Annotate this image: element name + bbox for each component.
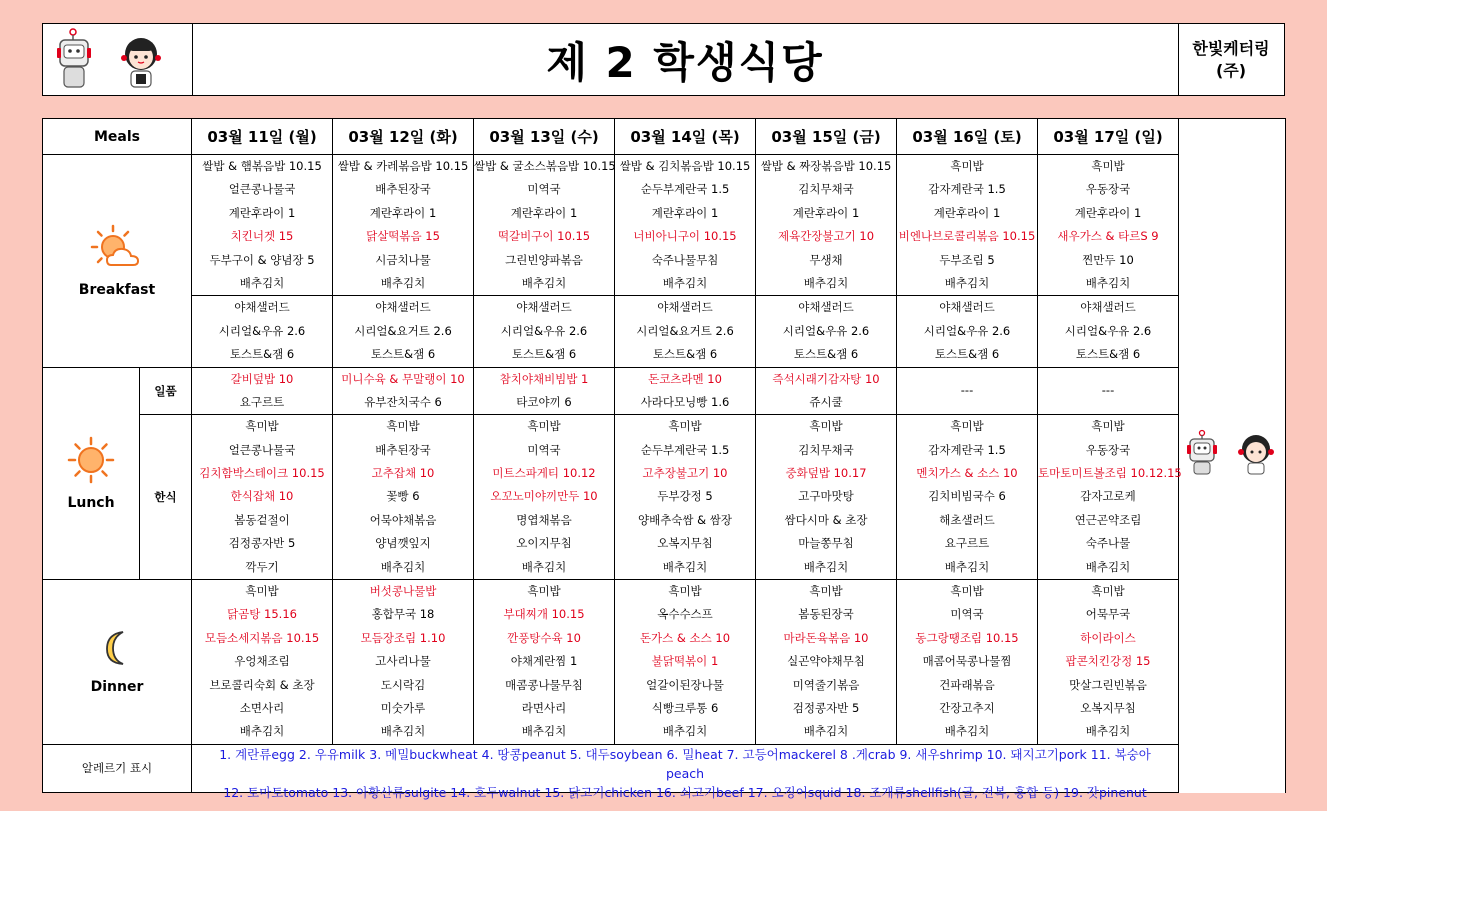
dish-item: 야채샐러드 — [234, 300, 290, 315]
dish-item: 숙주나물 — [1085, 536, 1131, 551]
dish-item: 오이지무침 — [516, 536, 572, 551]
moon-icon — [97, 628, 137, 671]
allergy-label: 알레르기 표시 — [43, 744, 192, 792]
dish-item: 두부구이 & 양념장 5 — [209, 252, 315, 267]
dish-item: 야채샐러드 — [375, 300, 431, 315]
ilpum-label: 일품 — [140, 367, 192, 415]
dish-item: 쌀밥 & 김치볶음밥 10.15 — [619, 159, 751, 173]
dish-item: 감자계란국 1.5 — [928, 442, 1006, 457]
dish-item: 미역국 — [527, 442, 561, 457]
dinner-cell — [756, 580, 897, 745]
dish-item: 배추김치 — [380, 724, 426, 739]
breakfast-menu-cell — [474, 155, 615, 296]
dish-item: 우동장국 — [1085, 182, 1131, 197]
dish-item: 돈코츠라멘 10 — [648, 371, 722, 386]
dish-item: 연근곤약조림 — [1074, 512, 1142, 527]
company-line-2: (주) — [1215, 60, 1247, 80]
dish-item: 돈가스 & 소스 10 — [639, 630, 731, 645]
dinner-cell — [897, 580, 1038, 745]
dish-item: 계란후라이 1 — [792, 205, 860, 220]
dish-item: 어묵무국 — [1085, 607, 1131, 622]
dish-item: 배추김치 — [1085, 724, 1131, 739]
dish-item: 흑미밥 — [1091, 584, 1125, 599]
dish-item: 흑미밥 — [950, 584, 984, 599]
lunch-ilpum-cell — [897, 367, 1038, 415]
dish-item: 버섯콩나물밥 — [369, 584, 437, 599]
dish-item: 쌈다시마 & 초장 — [784, 512, 868, 527]
mascot-icon — [43, 24, 192, 95]
dish-item: 배추김치 — [662, 724, 708, 739]
dish-item: 한식잡채 10 — [230, 489, 294, 504]
dish-item: 야채샐러드 — [798, 300, 854, 315]
dish-item: 토마토미트볼조림 10.12.15 — [1038, 466, 1182, 481]
dish-item: 시리얼&요거트 2.6 — [636, 323, 734, 338]
dish-item: 흑미밥 — [1091, 419, 1125, 434]
dish-item: 토스트&잼 6 — [934, 347, 1000, 362]
dish-item: 배추김치 — [803, 559, 849, 574]
dish-item: 토스트&잼 6 — [370, 347, 436, 362]
dish-item: 유부잔치국수 6 — [364, 394, 442, 409]
dish-item: 찐만두 10 — [1082, 252, 1134, 267]
dish-item: 숙주나물무침 — [651, 252, 719, 267]
breakfast-extra-row — [43, 296, 1286, 367]
dish-item: 토스트&잼 6 — [652, 347, 718, 362]
dinner-label: Dinner — [90, 679, 144, 696]
dish-item: 배추김치 — [944, 275, 990, 290]
dish-item: 배추김치 — [380, 275, 426, 290]
dish-item: 봄동겉절이 — [234, 512, 290, 527]
dish-item: 토스트&잼 6 — [793, 347, 859, 362]
dish-item: 동그랑땡조림 10.15 — [915, 630, 1019, 645]
dish-item: 멘치가스 & 소스 10 — [916, 466, 1018, 481]
breakfast-extra-cell — [897, 296, 1038, 367]
dish-item: 고추장불고기 10 — [642, 466, 728, 481]
breakfast-menu-cell — [615, 155, 756, 296]
dish-item: 중화덮밥 10.17 — [785, 466, 867, 481]
dish-item: 라면사리 — [521, 700, 567, 715]
dish-item: 팝콘치킨강정 15 — [1065, 654, 1151, 669]
dish-item: 흑미밥 — [245, 584, 279, 599]
dish-item: 실곤약야채무침 — [787, 654, 865, 669]
day-header-row — [43, 119, 1286, 155]
dish-item: 시리얼&우유 2.6 — [500, 323, 588, 338]
dinner-cell — [1038, 580, 1179, 745]
meals-header: Meals — [43, 119, 192, 155]
dish-item: 미역줄기볶음 — [792, 677, 860, 692]
dish-item: 배추김치 — [944, 724, 990, 739]
dish-item: 미숫가루 — [380, 700, 426, 715]
dish-item: 깍두기 — [245, 559, 279, 574]
dish-item: 야채계란찜 1 — [510, 654, 578, 669]
dish-item: 배추김치 — [1085, 275, 1131, 290]
lunch-hansik-cell — [1038, 415, 1182, 580]
dish-item: 우엉채조림 — [234, 654, 290, 669]
dish-item: 참치야채비빔밥 1 — [499, 371, 589, 386]
dinner-cell — [192, 580, 333, 745]
breakfast-menu-cell — [1038, 155, 1179, 296]
breakfast-menu-cell — [333, 155, 474, 296]
dish-item: 깐풍탕수육 10 — [507, 630, 581, 645]
dish-item: 고추잡채 10 — [371, 466, 435, 481]
dish-item: 쌀밥 & 햄볶음밥 10.15 — [202, 159, 322, 173]
menu-header — [42, 23, 1285, 96]
dish-item: 흑미밥 — [386, 419, 420, 434]
dish-item: 흑미밥 — [527, 419, 561, 434]
lunch-ilpum-cell — [474, 367, 615, 415]
dish-item: 갈비덮밥 10 — [230, 371, 294, 386]
breakfast-extra-cell — [474, 296, 615, 367]
dish-item: 닭살떡볶음 15 — [366, 229, 440, 244]
dish-item: 그린빈양파볶음 — [505, 252, 583, 267]
dish-item: 불닭떡볶이 1 — [651, 654, 719, 669]
dish-item: 배추된장국 — [375, 442, 431, 457]
lunch-hansik-row — [43, 415, 1286, 580]
company-name — [1178, 24, 1284, 95]
company-line-1: 한빛케터링 — [1192, 38, 1270, 58]
dish-item: 계란후라이 1 — [1074, 205, 1142, 220]
breakfast-menu-cell — [756, 155, 897, 296]
breakfast-menu-cell — [192, 155, 333, 296]
dish-item: 야채샐러드 — [516, 300, 572, 315]
sun-icon — [67, 436, 115, 487]
dish-item: 어묵야채볶음 — [369, 512, 437, 527]
dish-item: 김치비빔국수 6 — [928, 489, 1006, 504]
dish-item: 제육간장불고기 10 — [777, 229, 875, 244]
dish-item: 야채샐러드 — [1080, 300, 1136, 315]
dish-item: 무생채 — [809, 252, 843, 267]
day-header: 03월 16일 (토) — [897, 119, 1038, 155]
dish-item: 쥬시쿨 — [809, 394, 843, 409]
dish-item: 미니수육 & 무말랭이 10 — [341, 371, 465, 386]
lunch-hansik-cell — [192, 415, 333, 580]
dish-item: 시리얼&우유 2.6 — [782, 323, 870, 338]
allergy-row — [43, 744, 1286, 792]
dish-item: 계란후라이 1 — [369, 205, 437, 220]
lunch-ilpum-cell — [756, 367, 897, 415]
dish-item: 모듬소세지볶음 10.15 — [204, 630, 320, 645]
day-header: 03월 14일 (목) — [615, 119, 756, 155]
dish-item: 김치함박스테이크 10.15 — [199, 466, 325, 481]
dish-item: 건파래볶음 — [939, 677, 995, 692]
dish-item: 닭곰탕 15.16 — [227, 607, 297, 622]
dish-item: 배추김치 — [521, 275, 567, 290]
dish-item: 야채샐러드 — [939, 300, 995, 315]
lunch-ilpum-cell — [192, 367, 333, 415]
dish-item: 감자고로케 — [1080, 489, 1136, 504]
lunch-ilpum-cell — [615, 367, 756, 415]
day-header: 03월 11일 (월) — [192, 119, 333, 155]
dish-item: 계란후라이 1 — [651, 205, 719, 220]
day-header: 03월 17일 (일) — [1038, 119, 1179, 155]
dish-item: 명엽채볶음 — [516, 512, 572, 527]
dish-item: 순두부계란국 1.5 — [640, 182, 730, 197]
breakfast-label: Breakfast — [78, 282, 156, 299]
dish-item: 배추김치 — [521, 724, 567, 739]
day-header: 03월 13일 (수) — [474, 119, 615, 155]
dish-item: 순두부계란국 1.5 — [640, 442, 730, 457]
dish-item: 흑미밥 — [668, 584, 702, 599]
allergy-line-1: 1. 계란류egg 2. 우유milk 3. 메밀buckwheat 4. 땅콩peanut 5. 대두soybean 6. 밀heat 7. 고등어mackerel 8 .게crab 9. 새우shrimp 10. 돼지고기pork 11. 복숭아 — [219, 746, 1151, 762]
breakfast-extra-cell — [333, 296, 474, 367]
dish-item: 마늘쫑무침 — [798, 536, 854, 551]
dish-item: 쌀밥 & 굴소스볶음밥 10.15 — [474, 159, 616, 173]
dinner-cell — [615, 580, 756, 745]
dish-item: 우동장국 — [1085, 442, 1131, 457]
dish-item: 토스트&잼 6 — [229, 347, 295, 362]
dish-item: 흑미밥 — [668, 419, 702, 434]
dish-item: 배추김치 — [803, 275, 849, 290]
dish-item: 부대찌개 10.15 — [503, 607, 585, 622]
lunch-ilpum-cell — [333, 367, 474, 415]
dish-item: 두부조림 5 — [939, 252, 995, 267]
dish-item: 토스트&잼 6 — [511, 347, 577, 362]
lunch-label-cell — [43, 367, 140, 580]
dish-item: 김치무채국 — [798, 442, 854, 457]
lunch-ilpum-cell — [1038, 367, 1179, 415]
lunch-hansik-cell — [756, 415, 897, 580]
dish-item: 배추김치 — [521, 559, 567, 574]
dish-item: 양념깻잎지 — [375, 536, 431, 551]
dish-item: 오꼬노미야끼만두 10 — [490, 489, 598, 504]
dish-item: 검정콩자반 5 — [228, 536, 296, 551]
dish-item: 계란후라이 1 — [228, 205, 296, 220]
dish-item: 매콤콩나물무침 — [505, 677, 583, 692]
dish-item: 흑미밥 — [809, 419, 843, 434]
dish-item: 옥수수스프 — [657, 607, 713, 622]
dish-item: 계란후라이 1 — [933, 205, 1001, 220]
breakfast-extra-cell — [1038, 296, 1179, 367]
dish-item: 계란후라이 1 — [510, 205, 578, 220]
dish-item: 도시락김 — [380, 677, 426, 692]
dish-item: 봄동된장국 — [798, 607, 854, 622]
dish-item: 고구마맛탕 — [798, 489, 854, 504]
lunch-ilpum-row — [43, 367, 1286, 415]
dish-item: 야채샐러드 — [657, 300, 713, 315]
dish-item: 꽃빵 6 — [386, 489, 420, 504]
dinner-cell — [474, 580, 615, 745]
breakfast-extra-cell — [756, 296, 897, 367]
sun-cloud-icon — [89, 223, 145, 274]
dish-item: 즉석시래기감자탕 10 — [772, 371, 880, 386]
dinner-label-cell — [43, 580, 192, 745]
lunch-hansik-cell — [897, 415, 1038, 580]
dish-item: 배추김치 — [662, 275, 708, 290]
dish-item: 미역국 — [950, 607, 984, 622]
dish-item: 쌀밥 & 짜장볶음밥 10.15 — [760, 159, 892, 173]
mascot-logo — [43, 24, 193, 95]
breakfast-menu-cell — [897, 155, 1038, 296]
dish-item: 두부강정 5 — [657, 489, 713, 504]
dish-item: 맛살그린빈볶음 — [1069, 677, 1147, 692]
lunch-hansik-cell — [474, 415, 615, 580]
dish-item: --- — [1101, 383, 1115, 398]
dish-item: 비엔나브로콜리볶음 10.15 — [898, 229, 1036, 244]
dish-item: 시리얼&우유 2.6 — [1064, 323, 1152, 338]
dish-item: 흑미밥 — [245, 419, 279, 434]
lunch-hansik-cell — [333, 415, 474, 580]
dish-item: 소면사리 — [239, 700, 285, 715]
dish-item: 얼갈이된장나물 — [646, 677, 724, 692]
dish-item: 시금치나물 — [375, 252, 431, 267]
dish-item: 오복지무침 — [657, 536, 713, 551]
dish-item: 흑미밥 — [1091, 159, 1125, 173]
dish-item: 감자계란국 1.5 — [928, 182, 1006, 197]
dish-item: 흑미밥 — [527, 584, 561, 599]
right-blank — [1179, 119, 1286, 155]
dish-item: 치킨너겟 15 — [230, 229, 294, 244]
title-cell — [192, 24, 1179, 95]
dinner-row — [43, 580, 1286, 745]
dish-item: 배추김치 — [239, 275, 285, 290]
dish-item: 새우가스 & 타르S 9 — [1057, 229, 1159, 244]
page-title: 제 2 학생식당 — [546, 37, 824, 87]
side-mascot — [1180, 428, 1284, 480]
dish-item: 시리얼&우유 2.6 — [923, 323, 1011, 338]
allergy-legend — [192, 744, 1179, 800]
day-header: 03월 15일 (금) — [756, 119, 897, 155]
dish-item: 검정콩자반 5 — [792, 700, 860, 715]
dish-item: 배추된장국 — [375, 182, 431, 197]
dish-item: 타코야끼 6 — [516, 394, 572, 409]
menu-table — [42, 118, 1286, 800]
allergy-line-3: 12. 토마토tomato 13. 아황산류sulgite 14. 호두walnut 15. 닭고기chicken 16. 쇠고기beef 17. 오징어squid 18. 조개류shellfish(굴, 전복, 홍합 등) 19. 잣pinenut — [223, 784, 1147, 800]
dish-item: 요구르트 — [944, 536, 990, 551]
breakfast-extra-cell — [192, 296, 333, 367]
dinner-cell — [333, 580, 474, 745]
dish-item: 너비아니구이 10.15 — [633, 229, 737, 244]
dish-item: 브로콜리숙회 & 초장 — [209, 677, 315, 692]
day-header: 03월 12일 (화) — [333, 119, 474, 155]
dish-item: 흑미밥 — [950, 419, 984, 434]
lunch-hansik-cell — [615, 415, 756, 580]
dish-item: 사라다모닝빵 1.6 — [640, 394, 730, 409]
dish-item: 요구르트 — [239, 394, 285, 409]
dish-item: 배추김치 — [662, 559, 708, 574]
allergy-line-2: peach — [665, 765, 705, 781]
dish-item: --- — [960, 383, 974, 398]
dish-item: 얼큰콩나물국 — [228, 182, 296, 197]
breakfast-extra-cell — [615, 296, 756, 367]
mascot-icon — [1180, 428, 1284, 476]
dish-item: 모듬장조림 1.10 — [360, 630, 446, 645]
hansik-label: 한식 — [140, 415, 192, 580]
dish-item: 미트스파게티 10.12 — [492, 466, 596, 481]
dish-item: 미역국 — [527, 182, 561, 197]
dish-item: 해초샐러드 — [939, 512, 995, 527]
dish-item: 간장고추지 — [939, 700, 995, 715]
dish-item: 식빵크루통 6 — [651, 700, 719, 715]
breakfast-main-row — [43, 155, 1286, 296]
dish-item: 고사리나물 — [375, 654, 431, 669]
dish-item: 토스트&잼 6 — [1075, 347, 1141, 362]
dish-item: 배추김치 — [380, 559, 426, 574]
dish-item: 얼큰콩나물국 — [228, 442, 296, 457]
dish-item: 배추김치 — [239, 724, 285, 739]
dish-item: 시리얼&우유 2.6 — [218, 323, 306, 338]
breakfast-label-cell — [43, 155, 192, 368]
dish-item: 배추김치 — [1085, 559, 1131, 574]
dish-item: 흑미밥 — [809, 584, 843, 599]
dish-item: 배추김치 — [944, 559, 990, 574]
dish-item: 양배추숙쌈 & 쌈장 — [637, 512, 733, 527]
dish-item: 시리얼&요거트 2.6 — [354, 323, 452, 338]
dish-item: 홍합무국 18 — [371, 607, 435, 622]
dish-item: 김치무채국 — [798, 182, 854, 197]
dish-item: 하이라이스 — [1080, 630, 1136, 645]
dish-item: 마라돈육볶음 10 — [783, 630, 869, 645]
dish-item: 매콤어묵콩나물찜 — [922, 654, 1012, 669]
lunch-label: Lunch — [67, 494, 115, 511]
dish-item: 오복지무침 — [1080, 700, 1136, 715]
dish-item: 배추김치 — [803, 724, 849, 739]
dish-item: 떡갈비구이 10.15 — [497, 229, 591, 244]
dish-item: 쌀밥 & 카레볶음밥 10.15 — [337, 159, 469, 173]
dish-item: 흑미밥 — [950, 159, 984, 173]
